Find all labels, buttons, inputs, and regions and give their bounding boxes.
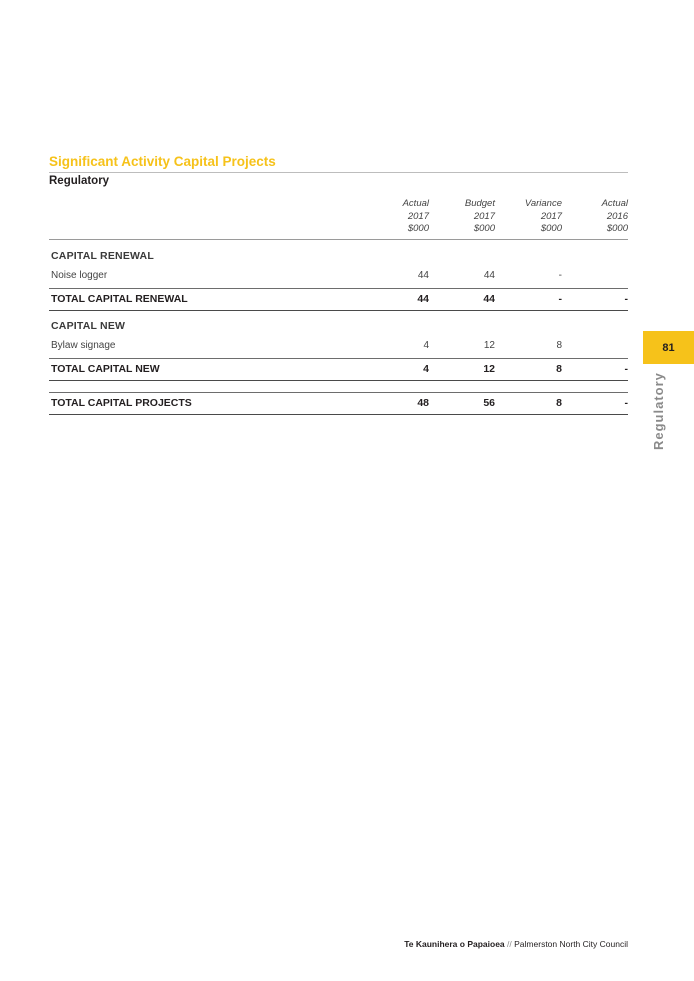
column-header-line: Variance bbox=[524, 198, 562, 209]
row-divider bbox=[49, 288, 628, 289]
section-side-label: Regulatory bbox=[651, 372, 666, 450]
section-title: Significant Activity Capital Projects bbox=[49, 154, 276, 169]
column-header-line: 2016 bbox=[606, 210, 628, 222]
table-row-bylaw-signage bbox=[49, 340, 628, 354]
table-row-total-capital-new bbox=[49, 363, 628, 377]
column-header-line: Actual bbox=[601, 198, 628, 209]
column-header-line: 2017 bbox=[540, 210, 562, 222]
column-header-line: 2017 bbox=[473, 210, 495, 222]
row-label: TOTAL CAPITAL PROJECTS bbox=[51, 397, 192, 409]
column-header-line: 2017 bbox=[407, 210, 429, 222]
cell-actual-2017: 4 bbox=[423, 340, 429, 351]
column-header-variance-2017 bbox=[502, 198, 562, 236]
footer-separator: // bbox=[507, 939, 512, 949]
row-label: Noise logger bbox=[51, 270, 108, 281]
header-divider bbox=[49, 239, 628, 240]
cell-budget-2017: 44 bbox=[483, 293, 495, 305]
grand-total-divider-top bbox=[49, 392, 628, 393]
column-header-budget-2017 bbox=[435, 198, 495, 236]
cell-budget-2017: 12 bbox=[483, 340, 495, 351]
column-header-actual-2016 bbox=[568, 198, 628, 236]
column-header-line: Actual bbox=[402, 198, 429, 209]
group-heading-capital-new bbox=[49, 320, 628, 334]
table-subtitle: Regulatory bbox=[49, 175, 110, 187]
column-header-line: $000 bbox=[540, 223, 562, 234]
cell-variance-2017: 8 bbox=[556, 397, 562, 409]
total-divider bbox=[49, 310, 628, 311]
cell-variance-2017: 8 bbox=[556, 340, 562, 351]
cell-budget-2017: 12 bbox=[483, 363, 495, 375]
cell-actual-2017: 44 bbox=[417, 270, 429, 281]
total-divider bbox=[49, 380, 628, 381]
cell-actual-2016: - bbox=[624, 363, 628, 375]
column-header-actual-2017 bbox=[369, 198, 429, 236]
cell-actual-2017: 44 bbox=[417, 293, 429, 305]
column-header-line: Budget bbox=[464, 198, 495, 209]
grand-total-divider-bottom bbox=[49, 414, 628, 415]
row-label: TOTAL CAPITAL NEW bbox=[51, 363, 160, 375]
group-heading-label: CAPITAL NEW bbox=[51, 320, 126, 332]
cell-actual-2016: - bbox=[624, 397, 628, 409]
row-label: Bylaw signage bbox=[51, 340, 116, 351]
row-label: TOTAL CAPITAL RENEWAL bbox=[51, 293, 188, 305]
row-divider bbox=[49, 358, 628, 359]
table-row-total-capital-renewal bbox=[49, 293, 628, 307]
cell-variance-2017: 8 bbox=[556, 363, 562, 375]
cell-actual-2017: 4 bbox=[423, 363, 429, 375]
cell-actual-2017: 48 bbox=[417, 397, 429, 409]
group-heading-capital-renewal bbox=[49, 250, 628, 264]
footer-org-maori: Te Kaunihera o Papaioea bbox=[404, 939, 505, 949]
cell-variance-2017: - bbox=[558, 270, 562, 281]
table-row-total-capital-projects bbox=[49, 397, 628, 411]
footer-org-english: Palmerston North City Council bbox=[514, 939, 628, 949]
column-header-line: $000 bbox=[407, 223, 429, 234]
table-row-noise-logger bbox=[49, 270, 628, 284]
cell-variance-2017: - bbox=[558, 293, 562, 305]
page-footer bbox=[404, 939, 628, 949]
cell-budget-2017: 56 bbox=[483, 397, 495, 409]
column-header-line: $000 bbox=[473, 223, 495, 234]
column-header-line: $000 bbox=[606, 223, 628, 234]
page-number: 81 bbox=[662, 341, 675, 354]
group-heading-label: CAPITAL RENEWAL bbox=[51, 250, 154, 262]
title-divider bbox=[49, 172, 628, 173]
cell-budget-2017: 44 bbox=[483, 270, 495, 281]
page-number-tab bbox=[643, 331, 694, 364]
cell-actual-2016: - bbox=[624, 293, 628, 305]
